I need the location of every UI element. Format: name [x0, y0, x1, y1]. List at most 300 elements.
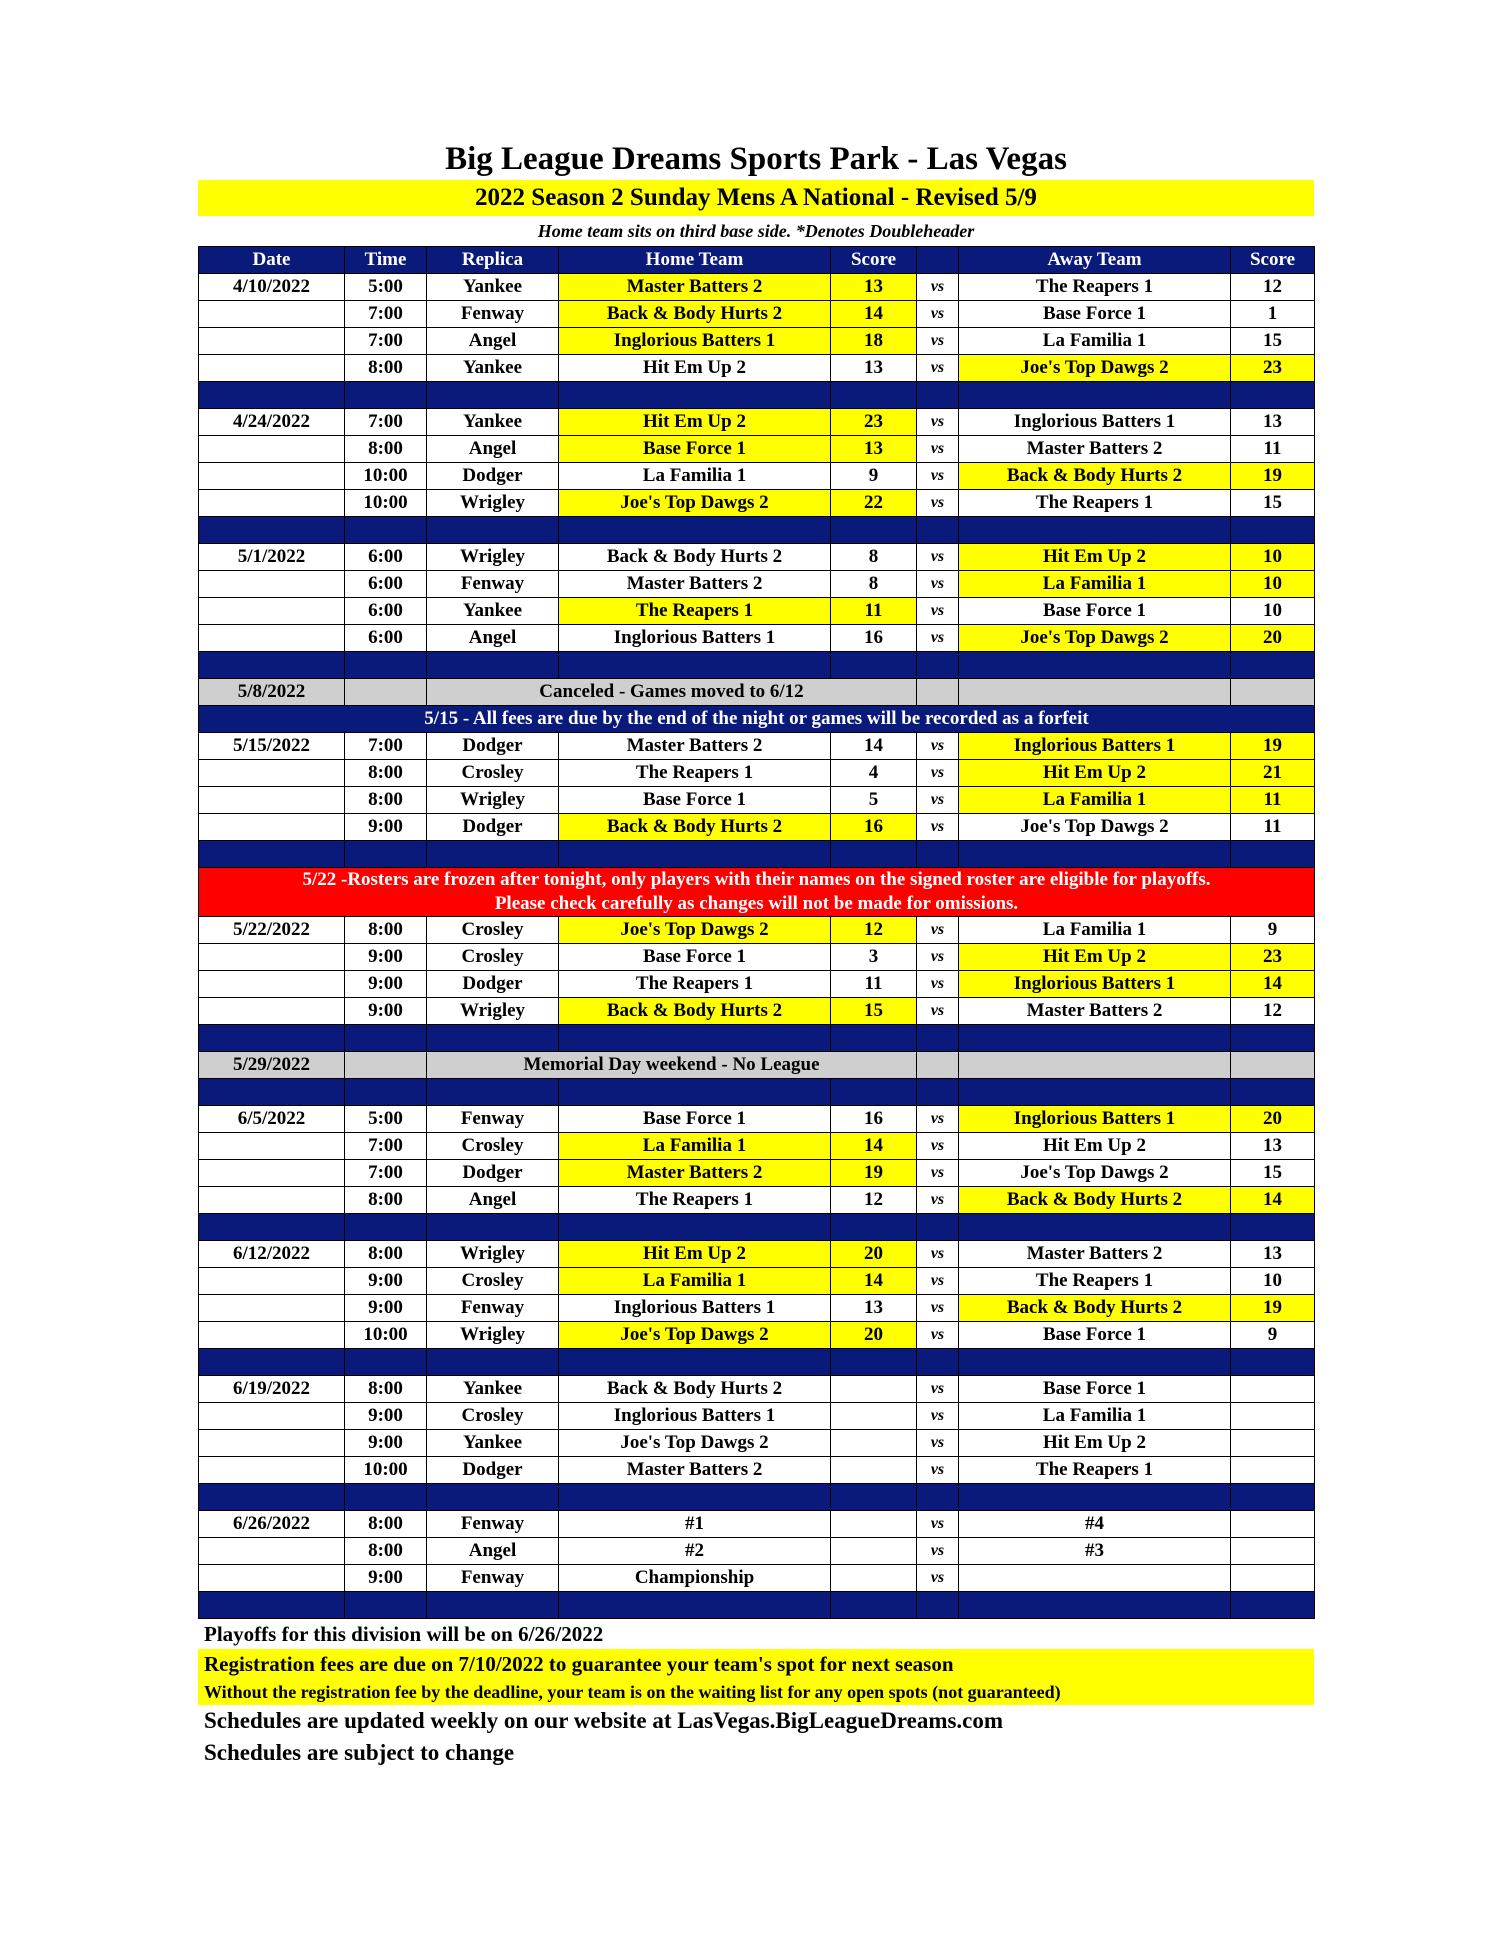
spacer-cell: [559, 1484, 831, 1511]
spacer-cell: [559, 1592, 831, 1619]
canceled-note: Memorial Day weekend - No League: [427, 1052, 917, 1079]
time-cell: 9:00: [345, 1430, 427, 1457]
home-team-cell: Joe's Top Dawgs 2: [559, 1430, 831, 1457]
spacer-cell: [345, 1079, 427, 1106]
spacer-row: [199, 382, 1315, 409]
away-team-cell: Inglorious Batters 1: [959, 971, 1231, 998]
home-team-cell: Master Batters 2: [559, 571, 831, 598]
away-team-cell: Master Batters 2: [959, 1241, 1231, 1268]
home-team-cell: The Reapers 1: [559, 1187, 831, 1214]
game-row: [199, 814, 1315, 841]
spacer-row: [199, 1025, 1315, 1052]
spacer-cell: [345, 652, 427, 679]
home-team-cell: Hit Em Up 2: [559, 355, 831, 382]
spacer-cell: [959, 841, 1231, 868]
away-score-cell: [1231, 1376, 1315, 1403]
vs-cell: [917, 1052, 959, 1079]
footer: [198, 1619, 1314, 1769]
away-team-cell: Joe's Top Dawgs 2: [959, 355, 1231, 382]
away-team-cell: Base Force 1: [959, 1322, 1231, 1349]
away-team-cell: Base Force 1: [959, 1376, 1231, 1403]
away-score-cell: 21: [1231, 760, 1315, 787]
spacer-cell: [427, 517, 559, 544]
spacer-cell: [831, 1349, 917, 1376]
date-cell: [199, 760, 345, 787]
spacer-cell: [917, 1592, 959, 1619]
spacer-cell: [917, 1214, 959, 1241]
time-cell: 8:00: [345, 1511, 427, 1538]
spacer-cell: [831, 1592, 917, 1619]
home-score-cell: [831, 1430, 917, 1457]
date-cell: [199, 1538, 345, 1565]
home-team-cell: Master Batters 2: [559, 274, 831, 301]
vs-cell: vs: [917, 814, 959, 841]
away-team-cell: [959, 679, 1231, 706]
replica-cell: Yankee: [427, 1376, 559, 1403]
away-score-cell: [1231, 1457, 1315, 1484]
game-row: [199, 1565, 1315, 1592]
home-team-cell: Base Force 1: [559, 787, 831, 814]
date-cell: 4/10/2022: [199, 274, 345, 301]
home-score-cell: 13: [831, 274, 917, 301]
schedule-body: [199, 274, 1315, 1619]
vs-cell: vs: [917, 436, 959, 463]
home-score-cell: 20: [831, 1241, 917, 1268]
home-team-cell: Back & Body Hurts 2: [559, 544, 831, 571]
home-team-cell: Joe's Top Dawgs 2: [559, 1322, 831, 1349]
vs-cell: vs: [917, 1511, 959, 1538]
time-cell: [345, 1052, 427, 1079]
vs-cell: vs: [917, 544, 959, 571]
replica-cell: Dodger: [427, 971, 559, 998]
time-cell: [345, 679, 427, 706]
spacer-cell: [959, 1025, 1231, 1052]
home-score-cell: 5: [831, 787, 917, 814]
date-cell: [199, 1430, 345, 1457]
spacer-row: [199, 1484, 1315, 1511]
home-team-cell: Back & Body Hurts 2: [559, 814, 831, 841]
away-score-cell: 11: [1231, 814, 1315, 841]
away-team-cell: [959, 1565, 1231, 1592]
header-away-score: Score: [1231, 247, 1315, 274]
replica-cell: Crosley: [427, 1268, 559, 1295]
date-cell: [199, 998, 345, 1025]
time-cell: 9:00: [345, 998, 427, 1025]
home-team-cell: Base Force 1: [559, 436, 831, 463]
home-team-cell: Hit Em Up 2: [559, 409, 831, 436]
spacer-cell: [917, 1025, 959, 1052]
spacer-cell: [345, 1349, 427, 1376]
spacer-cell: [199, 1349, 345, 1376]
time-cell: 8:00: [345, 436, 427, 463]
replica-cell: Wrigley: [427, 787, 559, 814]
game-row: [199, 971, 1315, 998]
time-cell: 9:00: [345, 1403, 427, 1430]
away-team-cell: The Reapers 1: [959, 490, 1231, 517]
vs-cell: vs: [917, 1106, 959, 1133]
away-score-cell: [1231, 1511, 1315, 1538]
subject-to-change-note: Schedules are subject to change: [204, 1740, 515, 1765]
away-score-cell: 19: [1231, 463, 1315, 490]
home-score-cell: [831, 1403, 917, 1430]
time-cell: 7:00: [345, 1160, 427, 1187]
away-score-cell: 23: [1231, 944, 1315, 971]
replica-cell: Yankee: [427, 598, 559, 625]
spacer-row: [199, 517, 1315, 544]
spacer-cell: [427, 1484, 559, 1511]
vs-cell: vs: [917, 998, 959, 1025]
replica-cell: Wrigley: [427, 1322, 559, 1349]
spacer-cell: [345, 1484, 427, 1511]
date-cell: [199, 571, 345, 598]
header-replica: Replica: [427, 247, 559, 274]
spacer-cell: [199, 652, 345, 679]
spacer-cell: [199, 1592, 345, 1619]
spacer-row: [199, 1214, 1315, 1241]
home-score-cell: 16: [831, 814, 917, 841]
spacer-cell: [831, 1025, 917, 1052]
schedule-table: [198, 246, 1315, 1619]
spacer-cell: [831, 517, 917, 544]
away-team-cell: Master Batters 2: [959, 998, 1231, 1025]
replica-cell: Crosley: [427, 760, 559, 787]
replica-cell: Crosley: [427, 1133, 559, 1160]
spacer-cell: [345, 382, 427, 409]
header-time: Time: [345, 247, 427, 274]
date-cell: 6/12/2022: [199, 1241, 345, 1268]
date-cell: 5/8/2022: [199, 679, 345, 706]
date-cell: [199, 1268, 345, 1295]
home-score-cell: 4: [831, 760, 917, 787]
time-cell: 10:00: [345, 1322, 427, 1349]
registration-box: [198, 1649, 1314, 1705]
date-cell: 5/15/2022: [199, 733, 345, 760]
game-row: [199, 1187, 1315, 1214]
away-team-cell: #4: [959, 1511, 1231, 1538]
spacer-cell: [559, 382, 831, 409]
home-score-cell: 8: [831, 544, 917, 571]
away-score-cell: 19: [1231, 733, 1315, 760]
spacer-row: [199, 652, 1315, 679]
spacer-cell: [959, 1349, 1231, 1376]
game-row: [199, 733, 1315, 760]
away-score-cell: [1231, 1565, 1315, 1592]
home-team-cell: The Reapers 1: [559, 760, 831, 787]
spacer-cell: [917, 1349, 959, 1376]
vs-cell: vs: [917, 625, 959, 652]
game-row: [199, 1430, 1315, 1457]
date-cell: 4/24/2022: [199, 409, 345, 436]
home-score-cell: [831, 1511, 917, 1538]
home-team-cell: #2: [559, 1538, 831, 1565]
spacer-cell: [831, 1484, 917, 1511]
away-score-cell: 12: [1231, 998, 1315, 1025]
game-row: [199, 1241, 1315, 1268]
home-score-cell: 13: [831, 436, 917, 463]
header-home-score: Score: [831, 247, 917, 274]
schedule-document: [198, 138, 1314, 1769]
header-date: Date: [199, 247, 345, 274]
time-cell: 9:00: [345, 1268, 427, 1295]
game-row: [199, 760, 1315, 787]
vs-cell: vs: [917, 598, 959, 625]
spacer-cell: [959, 517, 1231, 544]
spacer-cell: [959, 382, 1231, 409]
away-team-cell: La Familia 1: [959, 571, 1231, 598]
replica-cell: Fenway: [427, 571, 559, 598]
date-cell: [199, 944, 345, 971]
replica-cell: Fenway: [427, 301, 559, 328]
time-cell: 8:00: [345, 355, 427, 382]
game-row: [199, 463, 1315, 490]
spacer-cell: [831, 382, 917, 409]
away-score-cell: 10: [1231, 571, 1315, 598]
spacer-cell: [959, 652, 1231, 679]
spacer-cell: [959, 1484, 1231, 1511]
home-team-cell: #1: [559, 1511, 831, 1538]
replica-cell: Dodger: [427, 1457, 559, 1484]
home-team-cell: Joe's Top Dawgs 2: [559, 917, 831, 944]
home-score-cell: [831, 1565, 917, 1592]
date-cell: [199, 436, 345, 463]
replica-cell: Yankee: [427, 1430, 559, 1457]
home-score-cell: 14: [831, 301, 917, 328]
replica-cell: Fenway: [427, 1511, 559, 1538]
away-team-cell: Hit Em Up 2: [959, 544, 1231, 571]
game-row: [199, 1268, 1315, 1295]
vs-cell: vs: [917, 944, 959, 971]
date-cell: 6/5/2022: [199, 1106, 345, 1133]
away-team-cell: La Familia 1: [959, 917, 1231, 944]
spacer-cell: [917, 517, 959, 544]
away-score-cell: [1231, 1538, 1315, 1565]
spacer-cell: [1231, 1214, 1315, 1241]
spacer-cell: [1231, 1025, 1315, 1052]
spacer-cell: [1231, 1484, 1315, 1511]
date-cell: [199, 301, 345, 328]
home-team-cell: Master Batters 2: [559, 1457, 831, 1484]
vs-cell: vs: [917, 917, 959, 944]
vs-cell: vs: [917, 1187, 959, 1214]
date-cell: 6/26/2022: [199, 1511, 345, 1538]
spacer-cell: [831, 841, 917, 868]
game-row: [199, 1160, 1315, 1187]
game-row: [199, 944, 1315, 971]
home-score-cell: 11: [831, 598, 917, 625]
vs-cell: vs: [917, 1403, 959, 1430]
roster-alert-row: [199, 868, 1315, 917]
vs-cell: vs: [917, 1322, 959, 1349]
home-score-cell: 15: [831, 998, 917, 1025]
spacer-cell: [917, 841, 959, 868]
away-team-cell: Base Force 1: [959, 598, 1231, 625]
spacer-cell: [345, 517, 427, 544]
date-cell: [199, 463, 345, 490]
away-score-cell: 20: [1231, 1106, 1315, 1133]
spacer-cell: [427, 841, 559, 868]
date-cell: [199, 1160, 345, 1187]
away-team-cell: Joe's Top Dawgs 2: [959, 814, 1231, 841]
spacer-cell: [959, 1079, 1231, 1106]
spacer-cell: [199, 382, 345, 409]
home-team-cell: Master Batters 2: [559, 733, 831, 760]
game-row: [199, 625, 1315, 652]
spacer-cell: [427, 1592, 559, 1619]
home-score-cell: 14: [831, 1268, 917, 1295]
home-score-cell: 13: [831, 1295, 917, 1322]
time-cell: 6:00: [345, 598, 427, 625]
vs-cell: vs: [917, 1241, 959, 1268]
game-row: [199, 301, 1315, 328]
home-score-cell: [831, 1376, 917, 1403]
away-score-cell: 11: [1231, 436, 1315, 463]
game-row: [199, 917, 1315, 944]
game-row: [199, 1133, 1315, 1160]
home-score-cell: 22: [831, 490, 917, 517]
home-score-cell: 14: [831, 1133, 917, 1160]
spacer-cell: [917, 1484, 959, 1511]
replica-cell: Dodger: [427, 814, 559, 841]
date-cell: [199, 1133, 345, 1160]
time-cell: 8:00: [345, 787, 427, 814]
replica-cell: Yankee: [427, 409, 559, 436]
home-score-cell: 16: [831, 625, 917, 652]
away-score-cell: [1231, 679, 1315, 706]
away-team-cell: Joe's Top Dawgs 2: [959, 1160, 1231, 1187]
home-team-note: Home team sits on third base side. *Denotes Doubleheader: [537, 221, 975, 241]
spacer-cell: [427, 1079, 559, 1106]
game-row: [199, 544, 1315, 571]
home-team-cell: Base Force 1: [559, 1106, 831, 1133]
spacer-cell: [959, 1214, 1231, 1241]
spacer-row: [199, 841, 1315, 868]
time-cell: 6:00: [345, 571, 427, 598]
game-row: [199, 1403, 1315, 1430]
replica-cell: Dodger: [427, 733, 559, 760]
date-cell: [199, 814, 345, 841]
home-team-cell: La Familia 1: [559, 1268, 831, 1295]
date-cell: [199, 787, 345, 814]
away-team-cell: The Reapers 1: [959, 1457, 1231, 1484]
time-cell: 5:00: [345, 1106, 427, 1133]
away-team-cell: La Familia 1: [959, 328, 1231, 355]
home-score-cell: 19: [831, 1160, 917, 1187]
home-score-cell: [831, 1457, 917, 1484]
away-score-cell: 1: [1231, 301, 1315, 328]
replica-cell: Wrigley: [427, 490, 559, 517]
time-cell: 8:00: [345, 1187, 427, 1214]
game-row: [199, 274, 1315, 301]
game-row: [199, 328, 1315, 355]
away-score-cell: 20: [1231, 625, 1315, 652]
replica-cell: Yankee: [427, 274, 559, 301]
replica-cell: Yankee: [427, 355, 559, 382]
home-team-cell: Inglorious Batters 1: [559, 1295, 831, 1322]
game-row: [199, 1295, 1315, 1322]
time-cell: 9:00: [345, 944, 427, 971]
spacer-cell: [831, 1079, 917, 1106]
spacer-cell: [427, 652, 559, 679]
game-row: [199, 1376, 1315, 1403]
replica-cell: Wrigley: [427, 544, 559, 571]
away-team-cell: The Reapers 1: [959, 1268, 1231, 1295]
spacer-cell: [1231, 517, 1315, 544]
vs-cell: vs: [917, 760, 959, 787]
spacer-cell: [559, 1349, 831, 1376]
away-score-cell: 12: [1231, 274, 1315, 301]
page-title: Big League Dreams Sports Park - Las Vegas: [445, 141, 1067, 177]
vs-cell: [917, 679, 959, 706]
home-score-cell: 18: [831, 328, 917, 355]
home-team-cell: Inglorious Batters 1: [559, 328, 831, 355]
home-team-cell: Back & Body Hurts 2: [559, 301, 831, 328]
away-team-cell: Base Force 1: [959, 301, 1231, 328]
away-team-cell: Inglorious Batters 1: [959, 1106, 1231, 1133]
away-team-cell: Back & Body Hurts 2: [959, 1295, 1231, 1322]
home-score-cell: 3: [831, 944, 917, 971]
home-score-cell: 9: [831, 463, 917, 490]
spacer-cell: [559, 1214, 831, 1241]
spacer-cell: [831, 1214, 917, 1241]
vs-cell: vs: [917, 1376, 959, 1403]
home-team-cell: Hit Em Up 2: [559, 1241, 831, 1268]
away-score-cell: [1231, 1052, 1315, 1079]
table-header-row: [199, 247, 1315, 274]
away-team-cell: #3: [959, 1538, 1231, 1565]
home-team-cell: La Familia 1: [559, 1133, 831, 1160]
replica-cell: Wrigley: [427, 998, 559, 1025]
replica-cell: Crosley: [427, 1403, 559, 1430]
spacer-cell: [345, 1025, 427, 1052]
vs-cell: vs: [917, 463, 959, 490]
spacer-cell: [1231, 1349, 1315, 1376]
spacer-cell: [559, 1079, 831, 1106]
away-team-cell: Master Batters 2: [959, 436, 1231, 463]
game-row: [199, 436, 1315, 463]
vs-cell: vs: [917, 1160, 959, 1187]
date-cell: 5/29/2022: [199, 1052, 345, 1079]
away-score-cell: 13: [1231, 1133, 1315, 1160]
game-row: [199, 355, 1315, 382]
registration-note: Registration fees are due on 7/10/2022 to guarantee your team's spot for next season: [204, 1652, 954, 1676]
replica-cell: Wrigley: [427, 1241, 559, 1268]
date-cell: [199, 598, 345, 625]
spacer-cell: [559, 517, 831, 544]
spacer-cell: [199, 1025, 345, 1052]
roster-alert: [199, 868, 1315, 917]
spacer-row: [199, 1079, 1315, 1106]
time-cell: 9:00: [345, 971, 427, 998]
time-cell: 7:00: [345, 328, 427, 355]
home-team-cell: La Familia 1: [559, 463, 831, 490]
replica-cell: Fenway: [427, 1106, 559, 1133]
spacer-cell: [427, 1349, 559, 1376]
game-row: [199, 409, 1315, 436]
replica-cell: Dodger: [427, 1160, 559, 1187]
game-row: [199, 787, 1315, 814]
away-score-cell: 15: [1231, 328, 1315, 355]
away-score-cell: [1231, 1430, 1315, 1457]
date-cell: [199, 328, 345, 355]
time-cell: 8:00: [345, 1538, 427, 1565]
spacer-cell: [199, 841, 345, 868]
away-team-cell: The Reapers 1: [959, 274, 1231, 301]
time-cell: 8:00: [345, 917, 427, 944]
away-score-cell: 23: [1231, 355, 1315, 382]
header-away-team: Away Team: [959, 247, 1231, 274]
time-cell: 7:00: [345, 409, 427, 436]
home-team-cell: The Reapers 1: [559, 598, 831, 625]
